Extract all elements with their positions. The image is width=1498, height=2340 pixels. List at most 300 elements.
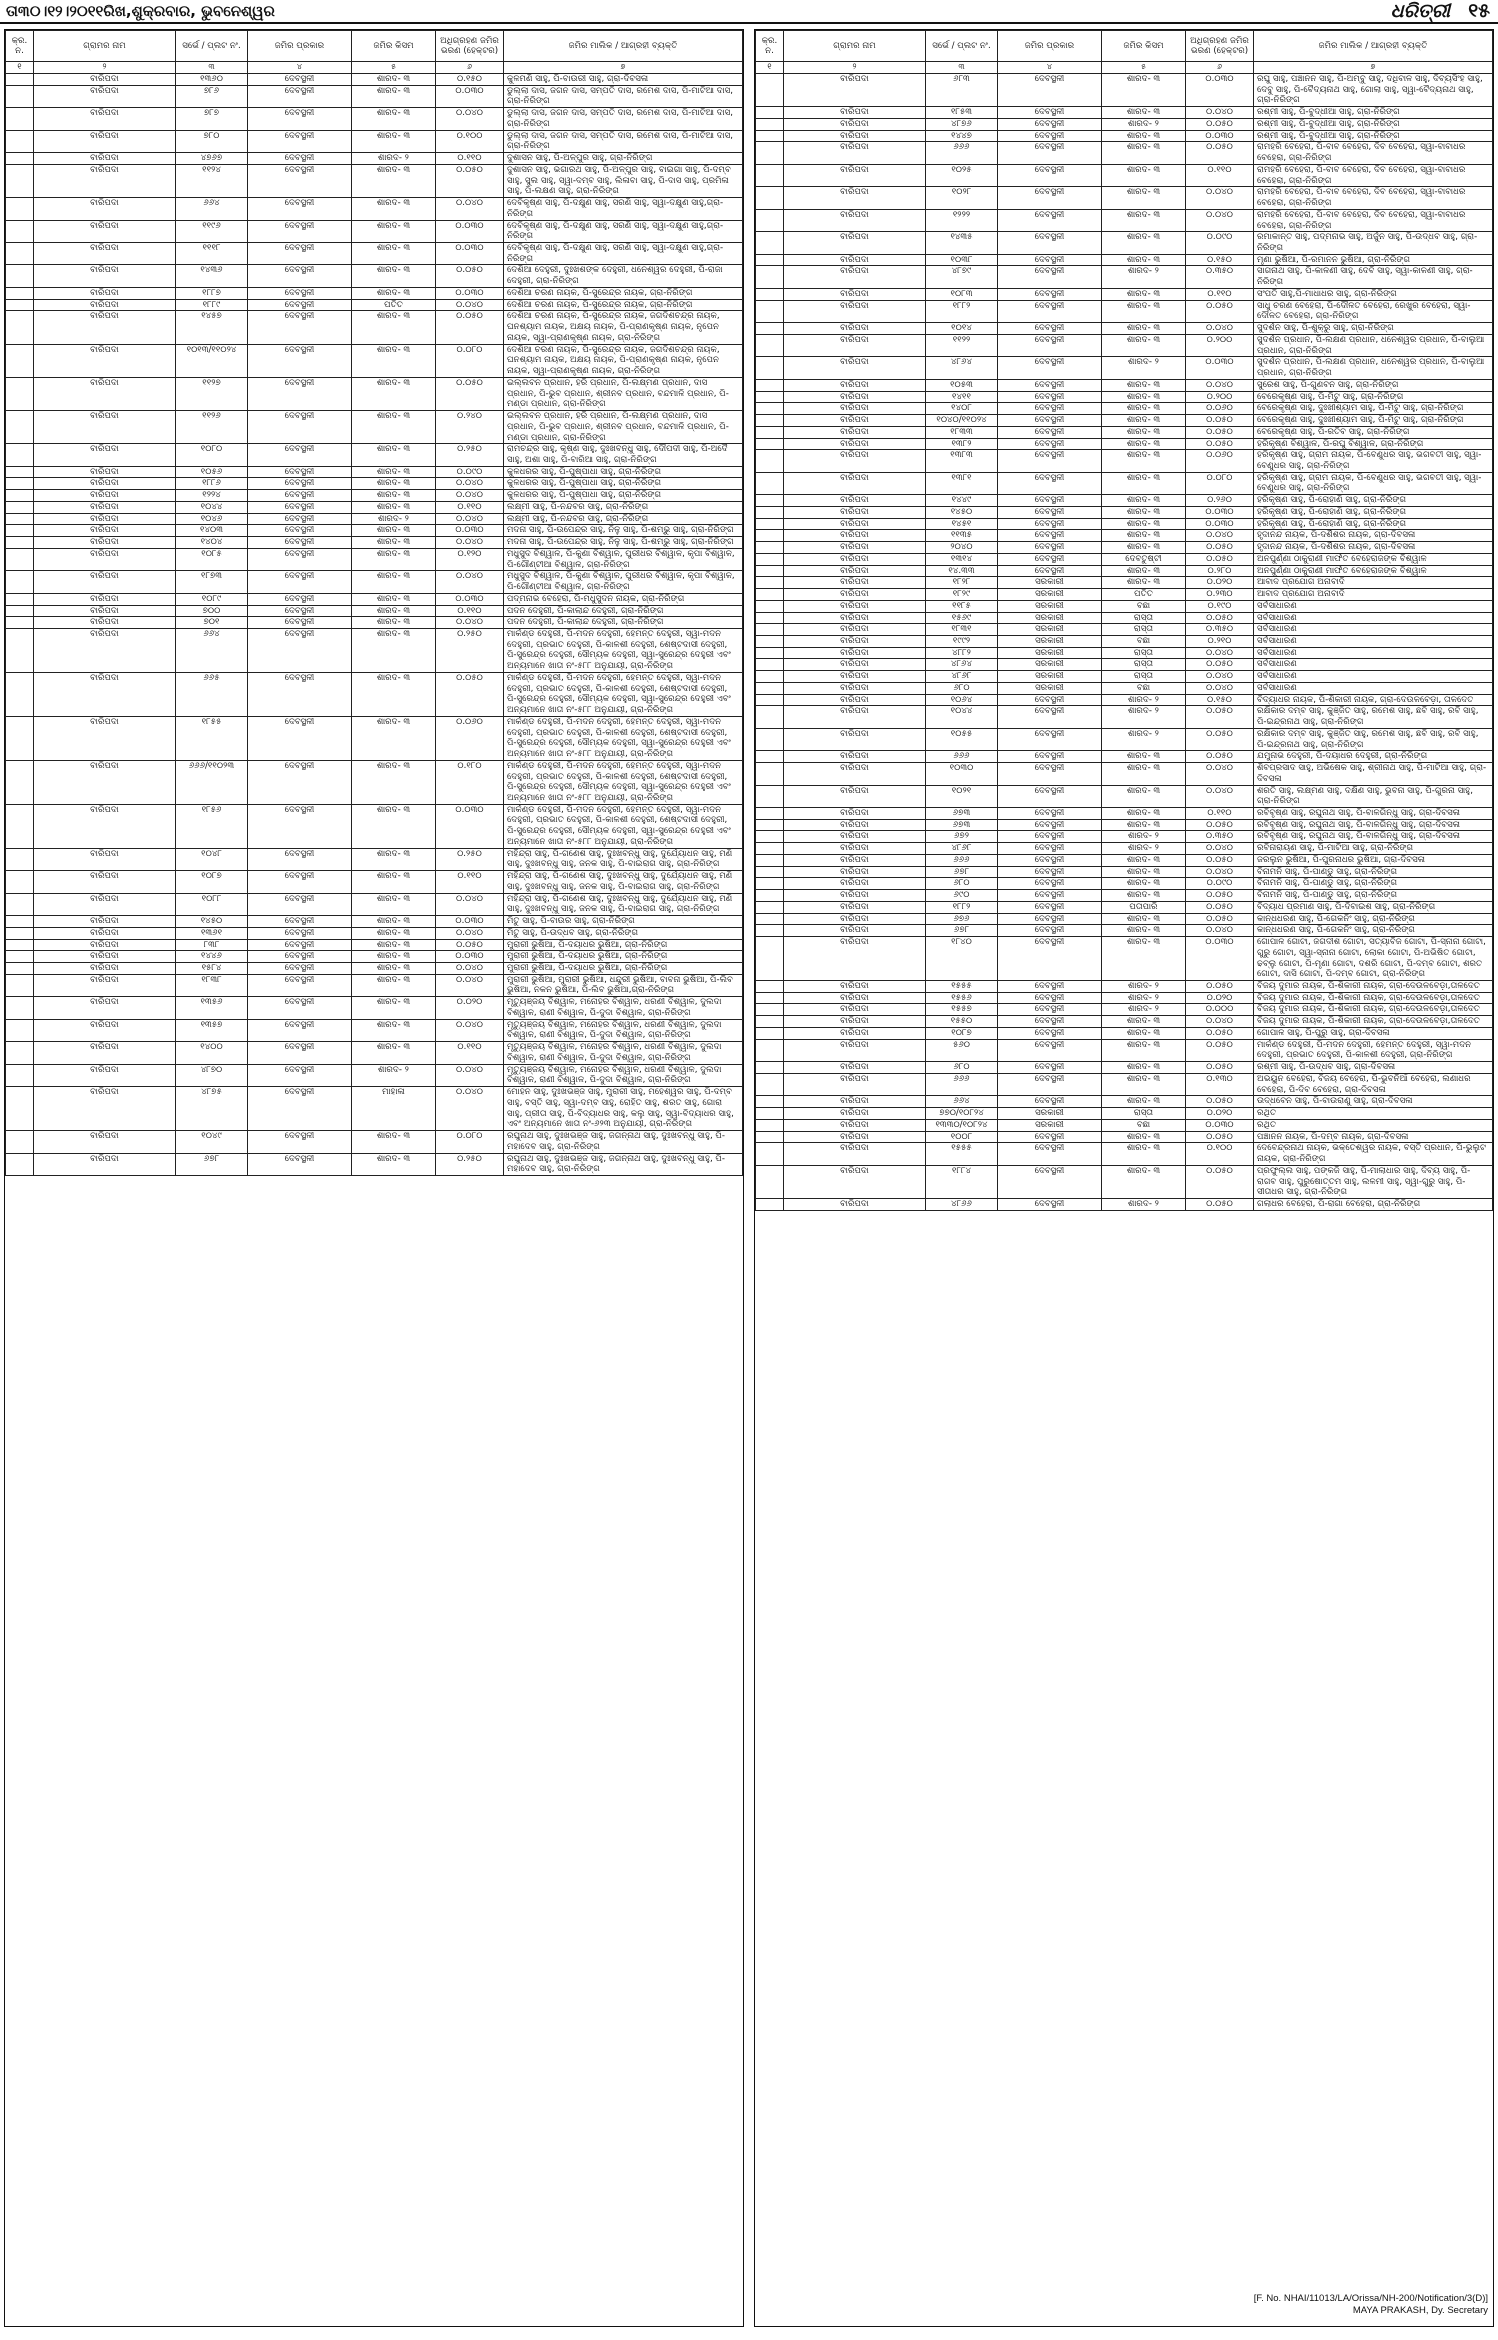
land-kind-cell: ଶାରଦ- ୩	[352, 716, 436, 760]
serial-cell	[756, 1004, 784, 1016]
owner-cell: ଲକ୍ଷ୍ମୀ ସାହୁ, ପି-ନନ୍ଦବର ସାହୁ, ଗ୍ରା-ନିରିଙ୍ଗ	[504, 501, 743, 513]
table-row	[756, 379, 1493, 391]
village-cell: ବାରିପଦା	[784, 925, 926, 937]
village-cell: ବାରିପଦା	[784, 1027, 926, 1039]
area-cell: ୦.୦୪୦	[436, 198, 504, 220]
owner-cell: ଇଲ୍ଲବନ ପ୍ରଧାନ, ହରି ପ୍ରଧାନ, ପି-ଲକ୍ଷ୍ମଣ ପ୍ରଧାନ, ଦାସ ପ୍ରଧାନ, ପି-ଭୁବ ପ୍ରଧାନ, ଶ୍ରୀନବ ପ୍ରଧାନ, ବନ୍ଦମାଳି ପ୍ରଧାନ, ପି-ମଣ୍ଡା ପ୍ରଧାନ, ଗ୍ରା-ନିରିଙ୍ଗ	[504, 377, 743, 410]
table-row	[756, 785, 1493, 807]
owner-cell: ମଧୁସୁଦ ବିଶ୍ୱାଳ, ପି-କୁଣା ବିଶ୍ୱାଳ, ପୁରୀଧର ବିଶ୍ୱାଳ, କୃପା ବିଶ୍ୱାଳ, ପି-ଗୌଣ୍ଟୀଆ ବିଶ୍ୱାଳ, ଗ୍ରା-ନିରିଙ୍ଗ	[504, 571, 743, 593]
village-cell: ବାରିପଦା	[34, 220, 176, 242]
plot-cell: ୬୮୩	[926, 74, 998, 107]
land-kind-cell: ଶାରଦ- ୩	[352, 85, 436, 107]
owner-cell: ବିଜୟ ଦୁମାର ନାୟକ, ପି-ଶିକାରୀ ନାୟକ, ଗ୍ରା-ଦେଉଳବେଡ଼ା,ତାଳଦେତ	[1254, 1004, 1493, 1016]
land-kind-cell: ଶାରଦ- ୩	[352, 243, 436, 265]
plot-cell: ୧୦୪୯	[176, 1131, 248, 1153]
village-cell: ବାରିପଦା	[34, 804, 176, 848]
plot-cell: ୧୮୮୪	[926, 1165, 998, 1198]
owner-cell: ସର୍ବସାଧାରଣ	[1254, 600, 1493, 612]
land-type-cell: ଦେବସ୍ଥଳୀ	[248, 265, 352, 287]
plot-cell: ୭୮୭	[176, 108, 248, 130]
land-type-cell: ଦେବସ୍ଥଳୀ	[248, 571, 352, 593]
serial-cell	[6, 617, 34, 629]
serial-cell	[756, 300, 784, 322]
plot-cell: ୧୦୫୫	[926, 728, 998, 750]
table-row	[756, 808, 1493, 820]
table-row	[756, 415, 1493, 427]
village-cell: ବାରିପଦା	[784, 901, 926, 913]
village-cell: ବାରିପଦା	[784, 1073, 926, 1095]
land-kind-cell: ଶାରଦ- ୩	[352, 951, 436, 963]
land-type-cell: ଦେବସ୍ଥଳୀ	[248, 501, 352, 513]
area-cell: ୦.୧୧୦	[1186, 164, 1254, 186]
plot-cell: ୧୦୧୩/୧୧୦୨୪	[176, 344, 248, 377]
table-row	[6, 605, 743, 617]
table-row	[6, 974, 743, 996]
table-row	[756, 913, 1493, 925]
area-cell: ୦.୦୪୦	[1186, 763, 1254, 785]
owner-cell: ରଘୁନାଥ ସାହୁ, ଦୁଃଖଭଞ୍ଜ ସାହୁ, ଜଗନ୍ନାଥ ସାହୁ, ଦୁଃଖବନ୍ଧୁ ସାହୁ, ପି-ମହାଦେବ ସାହୁ, ଗ୍ରା-ନିରିଙ୍ଗ	[504, 1131, 743, 1153]
area-cell: ୦.୦୪୦	[436, 963, 504, 975]
village-cell: ବାରିପଦା	[784, 1143, 926, 1165]
plot-cell: ୬୭୨	[926, 831, 998, 843]
village-cell: ବାରିପଦା	[784, 635, 926, 647]
table-row	[6, 927, 743, 939]
land-kind-cell: ଶାରଦ- ୩	[352, 525, 436, 537]
serial-cell	[756, 831, 784, 843]
column-number: ୬	[436, 62, 504, 74]
plot-cell: ୧୧୯୬	[176, 220, 248, 242]
serial-cell	[6, 525, 34, 537]
plot-cell: ୧୪୦୦	[176, 1042, 248, 1064]
area-cell: ୦.୦୪୦	[1186, 682, 1254, 694]
plot-cell: ୬୯୦	[926, 890, 998, 902]
area-cell: ୦.୦୪୦	[436, 893, 504, 915]
plot-cell: ୪୮୭୯	[926, 266, 998, 288]
village-cell: ବାରିପଦା	[34, 871, 176, 893]
plot-cell: ୧୩୮୨	[926, 438, 998, 450]
owner-cell: ଇଲ୍ଲବନ ପ୍ରଧାନ, ହରି ପ୍ରଧାନ, ପି-ଲକ୍ଷ୍ମଣ ପ୍ରଧାନ, ଦାସ ପ୍ରଧାନ, ପି-ଭୁବ ପ୍ରଧାନ, ଶ୍ରୀନବ ପ୍ରଧାନ, ବନ୍ଦମାଳି ପ୍ରଧାନ, ପି-ମଣ୍ଡା ପ୍ରଧାନ, ଗ୍ରା-ନିରିଙ୍ଗ	[504, 411, 743, 444]
plot-cell: ୧୦୪୬	[176, 513, 248, 525]
table-row	[6, 1087, 743, 1131]
village-cell: ବାରିପଦା	[784, 232, 926, 254]
column-number: ୪	[998, 62, 1102, 74]
plot-cell: ୧୦୧୪	[926, 323, 998, 335]
land-type-cell: ଦେବସ୍ଥଳୀ	[998, 1062, 1102, 1074]
area-cell: ୦.୧୧୦	[436, 501, 504, 513]
plot-cell: ୧୫୫୦	[926, 1016, 998, 1028]
land-type-cell: ଦେବସ୍ଥଳୀ	[998, 288, 1102, 300]
area-cell: ୦.୦୫୦	[1186, 1027, 1254, 1039]
table-row	[756, 553, 1493, 565]
village-cell: ବାରିପଦା	[34, 1064, 176, 1086]
table-row	[756, 1062, 1493, 1074]
village-cell: ବାରିପଦା	[784, 118, 926, 130]
village-cell: ବାରିପଦା	[34, 893, 176, 915]
owner-cell: ହୃଦାନନ୍ଦ ନାୟକ, ପି-ଦର୍ଶିଶର ନାୟକ, ଗ୍ରା-ଦିବସଳା	[1254, 530, 1493, 542]
land-kind-cell: ଶାରଦ- ୩	[352, 939, 436, 951]
land-type-cell: ଦେବସ୍ଥଳୀ	[998, 323, 1102, 335]
land-type-cell: ଦେବସ୍ଥଳୀ	[998, 254, 1102, 266]
serial-cell	[756, 600, 784, 612]
land-type-cell: ସରକାରୀ	[998, 589, 1102, 601]
land-kind-cell: ଶାରଦ- ୩	[352, 198, 436, 220]
serial-cell	[756, 288, 784, 300]
village-cell: ବାରିପଦା	[34, 760, 176, 804]
land-type-cell: ଦେବସ୍ଥଳୀ	[998, 1143, 1102, 1165]
table-row	[756, 1198, 1493, 1210]
owner-cell: ରଥିତ	[1254, 1119, 1493, 1131]
owner-cell: ରଥିତ	[1254, 1108, 1493, 1120]
land-kind-cell: ଶାରଦ- ୨	[352, 513, 436, 525]
land-type-cell: ଦେବସ୍ଥଳୀ	[248, 478, 352, 490]
plot-cell: ୧୮୪୦	[926, 937, 998, 981]
area-cell: ୦.୦୮୦	[1186, 472, 1254, 494]
header-area: ଅଧିଗ୍ରହଣ ଜମିର ଭରଣ (ହେକ୍ଟର)	[1186, 31, 1254, 62]
owner-cell: ଶରତି ସାହୁ, ଲକ୍ଷ୍ମଣ ସାହୁ, ଦକ୍ଷିଣ ସାହୁ, ଭୁବନା ସାହୁ, ପି-ଗୁରନା ସାହୁ, ଗ୍ରା-ନିରିଙ୍ଗ	[1254, 785, 1493, 807]
table-row	[6, 628, 743, 672]
owner-cell: ଆବାଦ ପ୍ରଯୋଗ ଅନାବାଦି	[1254, 589, 1493, 601]
serial-cell	[756, 415, 784, 427]
plot-cell: ୧୮୫୫	[176, 716, 248, 760]
table-row	[6, 490, 743, 502]
serial-cell	[756, 751, 784, 763]
area-cell: ୦.୦୪୦	[1186, 925, 1254, 937]
land-kind-cell: ଶାରଦ- ୩	[1102, 254, 1186, 266]
land-type-cell: ସରକାରୀ	[998, 612, 1102, 624]
village-cell: ବାରିପଦା	[34, 537, 176, 549]
table-row	[756, 565, 1493, 577]
village-cell: ବାରିପଦା	[34, 916, 176, 928]
owner-cell: ହରିକୃଷ୍ଣ ବିଶ୍ୱାଳ, ପି-ରଘୁ ବିଶ୍ୱାଳ, ଗ୍ରା-ନିରିଙ୍ଗ	[1254, 438, 1493, 450]
serial-cell	[6, 951, 34, 963]
village-cell: ବାରିପଦା	[784, 209, 926, 231]
area-cell: ୦.୦୨୦	[1186, 577, 1254, 589]
owner-cell: ବେରେକୃଷ୍ଣ ସାହୁ, ପି-ରତିବ ସାହୁ, ଗ୍ରା-ନିରିଙ୍ଗ	[1254, 426, 1493, 438]
table-row	[756, 728, 1493, 750]
owner-cell: ଲକ୍ଷ୍ମୀ ସାହୁ, ପି-ନନ୍ଦବର ସାହୁ, ଗ୍ରା-ନିରିଙ୍ଗ	[504, 513, 743, 525]
land-kind-cell: ଶାରଦ- ୩	[1102, 506, 1186, 518]
plot-cell: ୭୮୦	[176, 130, 248, 152]
serial-cell	[756, 659, 784, 671]
land-type-cell: ଦେବସ୍ଥଳୀ	[248, 1087, 352, 1131]
area-cell: ୦.୦୩୦	[436, 525, 504, 537]
village-cell: ବାରିପଦା	[784, 589, 926, 601]
serial-cell	[6, 916, 34, 928]
plot-cell: ୬୬୬	[926, 854, 998, 866]
land-kind-cell: ଦେବତୁଷ୍ଟୀ	[1102, 553, 1186, 565]
serial-cell	[6, 804, 34, 848]
village-cell: ବାରିପଦା	[34, 848, 176, 870]
area-cell: ୦.୧୦୦	[436, 130, 504, 152]
table-row	[756, 635, 1493, 647]
table-row	[6, 1019, 743, 1041]
village-cell: ବାରିପଦା	[784, 426, 926, 438]
land-type-cell: ଦେବସ୍ଥଳୀ	[998, 854, 1102, 866]
land-kind-cell: ଶାରଦ- ୩	[1102, 808, 1186, 820]
village-cell: ବାରିପଦା	[784, 785, 926, 807]
serial-cell	[6, 411, 34, 444]
land-kind-cell: ଶାରଦ- ୩	[1102, 323, 1186, 335]
land-kind-cell: ଶାରଦ- ୩	[352, 265, 436, 287]
serial-cell	[756, 130, 784, 142]
land-kind-cell: ଶାରଦ- ୨	[1102, 357, 1186, 379]
plot-cell: ୧୦୪୪	[926, 706, 998, 728]
owner-cell: ଗୋପାଳ ସାହୁ, ପି-ପୁରୁ ସାହୁ, ଗ୍ରା-ଦିବସଳା	[1254, 1027, 1493, 1039]
village-cell: ବାରିପଦା	[784, 1165, 926, 1198]
land-kind-cell: ଶାରଦ- ୩	[1102, 866, 1186, 878]
table-row	[6, 893, 743, 915]
plot-cell: ୧୪୦୩	[176, 525, 248, 537]
owner-cell: ରାମହରି ବେହେରା, ପି-ବାବ ବେହେରା, ଦିବ ବେହେରା, ସ୍ୱା-ବାବାଧର ବେହେରା, ଗ୍ରା-ନିରିଙ୍ଗ	[1254, 209, 1493, 231]
table-row	[6, 593, 743, 605]
area-cell: ୦.୦୪୦	[436, 537, 504, 549]
land-type-cell: ଦେବସ୍ଥଳୀ	[248, 617, 352, 629]
land-type-cell: ଦେବସ୍ଥଳୀ	[998, 878, 1102, 890]
land-kind-cell: ଶାରଦ- ୩	[352, 997, 436, 1019]
plot-cell: ୧୮୭୩	[176, 571, 248, 593]
land-kind-cell: ଶାରଦ- ୩	[1102, 130, 1186, 142]
village-cell: ବାରିପଦା	[784, 1016, 926, 1028]
village-cell: ବାରିପଦା	[34, 1153, 176, 1175]
serial-cell	[756, 913, 784, 925]
area-cell: ୦.୦୫୦	[1186, 415, 1254, 427]
village-cell: ବାରିପଦା	[34, 628, 176, 672]
serial-cell	[756, 403, 784, 415]
owner-cell: ରଶ୍ମୀ ସାହୁ, ପି-ବୁଦ୍ଧୀଆ ସାହୁ, ଗ୍ରା-ନିରିଙ୍ଗ	[1254, 107, 1493, 119]
header-serial: କ୍ର. ନ.	[6, 31, 34, 62]
serial-cell	[756, 854, 784, 866]
land-kind-cell: ଶାରଦ- ୩	[1102, 415, 1186, 427]
land-type-cell: ଦେବସ୍ଥଳୀ	[998, 187, 1102, 209]
area-cell: ୦.୦୩୦	[436, 287, 504, 299]
owner-cell: ସୁଦର୍ଶନ ପ୍ରଧାନ, ପି-ଲକ୍ଷଣ ପ୍ରଧାନ, ଧନେଶ୍ୱର ପ୍ରଧାନ, ପି-ବାଲୁଆ ପ୍ରଧାନ, ଗ୍ରା-ନିରିଙ୍ଗ	[1254, 357, 1493, 379]
table-row	[756, 1131, 1493, 1143]
date-line: ତା୩୦।୧୨।୨୦୧୧ରିଖ,ଶୁକ୍ରବାର, ଭୁବନେଶ୍ୱର	[6, 2, 275, 20]
land-kind-cell: ଶାରଦ- ୩	[352, 490, 436, 502]
owner-cell: ମିତୁ ସାହୁ, ପି-ବାଉର ସାହୁ, ଗ୍ରା-ନିରିଙ୍ଗ	[504, 916, 743, 928]
land-kind-cell: ଶାରଦ- ୩	[1102, 74, 1186, 107]
area-cell: ୦.୦୯୦	[436, 466, 504, 478]
area-cell: ୦.୦୫୦	[1186, 1131, 1254, 1143]
table-row	[6, 571, 743, 593]
plot-cell: ୧୮୮୬	[176, 478, 248, 490]
village-cell: ବାରିପଦା	[34, 672, 176, 716]
plot-cell: ୧୮୫୬	[176, 804, 248, 848]
owner-cell: ରବିବୃଷ୍ଣ ସାହୁ, ରଘୁନାଥ ସାହୁ, ପି-ବାଳଗିନ୍ଧୁ ସାହୁ, ଗ୍ରା-ଦିବସଳା	[1254, 831, 1493, 843]
area-cell: ୦.୨୫୦	[436, 1153, 504, 1175]
serial-cell	[756, 565, 784, 577]
village-cell: ବାରିପଦା	[34, 617, 176, 629]
table-row	[6, 198, 743, 220]
area-cell: ୦.୦୫୦	[1186, 901, 1254, 913]
village-cell: ବାରିପଦା	[784, 415, 926, 427]
land-kind-cell: ଶାରଦ- ୩	[352, 617, 436, 629]
area-cell: ୦.୦୫୦	[1186, 553, 1254, 565]
village-cell: ବାରିପଦା	[34, 311, 176, 344]
village-cell: ବାରିପଦା	[784, 450, 926, 472]
plot-cell: ୧୦୨୮	[926, 187, 998, 209]
table-row	[756, 1096, 1493, 1108]
area-cell: ୦.୦୩୦	[1186, 518, 1254, 530]
owner-cell: କୁଳଧରର ସାହୁ, ପି-ପୁଷ୍ପାଧା ସାହୁ, ଗ୍ରା-ନିରିଙ୍ଗ	[504, 466, 743, 478]
village-cell: ବାରିପଦା	[784, 937, 926, 981]
plot-cell: ୧୩୮୧	[926, 472, 998, 494]
land-kind-cell: ଶାରଦ- ୩	[352, 605, 436, 617]
plot-cell: ୨୦୪୦	[926, 542, 998, 554]
land-kind-cell: ଶାରଦ- ୩	[1102, 785, 1186, 807]
plot-cell: ୧୦୨୫	[926, 164, 998, 186]
owner-cell: ହୃଦାନନ୍ଦ ନାୟକ, ପି-ଦର୍ଶିଶର ନାୟକ, ଗ୍ରା-ଦିବସଳା	[1254, 542, 1493, 554]
owner-cell: ମହିନ୍ଦ୍ରା ସାହୁ, ପି-ଗଣେଶ ସାହୁ, ଦୁଃଖବନ୍ଧୁ ସାହୁ, ଦୁର୍ଯ୍ୟୋଧନ ସାହୁ, ମଣି ସାହୁ, ଦୁଃଖବନ୍ଧୁ ସାହୁ, ଜନକ ସାହୁ, ପି-ବାଇରାଗ ସାହୁ, ଗ୍ରା-ନିରିଙ୍ଗ	[504, 871, 743, 893]
land-kind-cell: ଶାରଦ- ୩	[1102, 209, 1186, 231]
area-cell: ୦.୦୩୦	[1186, 357, 1254, 379]
serial-cell	[756, 808, 784, 820]
serial-cell	[6, 716, 34, 760]
land-type-cell: ଦେବସ୍ଥଳୀ	[998, 565, 1102, 577]
serial-cell	[6, 548, 34, 570]
plot-cell: ୭୦୦	[176, 605, 248, 617]
land-type-cell: ଦେବସ୍ଥଳୀ	[248, 997, 352, 1019]
village-cell: ବାରିପଦା	[34, 1042, 176, 1064]
plot-cell: ୧୦୮୦	[176, 444, 248, 466]
village-cell: ବାରିପଦା	[784, 266, 926, 288]
table-row	[756, 209, 1493, 231]
area-cell: ୦.୦୩୦	[436, 951, 504, 963]
plot-cell: ୧୪୪୯	[926, 495, 998, 507]
area-cell: ୦.୦୫୦	[1186, 1039, 1254, 1061]
left-notification-table	[4, 29, 744, 2327]
table-row	[6, 804, 743, 848]
land-type-cell: ଦେବସ୍ଥଳୀ	[248, 164, 352, 197]
land-type-cell: ଦେବସ୍ଥଳୀ	[998, 415, 1102, 427]
owner-cell: ପଦନ ଦେହୁରୀ, ପି-କାଲାନ୍ଦ ଦେହୁରୀ, ଗ୍ରା-ନିରିଙ୍ଗ	[504, 605, 743, 617]
area-cell: ୦.୦୮୦	[436, 1131, 504, 1153]
serial-cell	[756, 323, 784, 335]
owner-cell: ସର୍ବସାଧାରଣ	[1254, 647, 1493, 659]
serial-cell	[756, 164, 784, 186]
land-type-cell: ଦେବସ୍ଥଳୀ	[998, 728, 1102, 750]
owner-cell: ମୋହନ ସାହୁ, ଦୁଃଖଭଞ୍ଜ ସାହୁ, ମୁରାରୀ ସାହୁ, ମହେଶ୍ୱର ସାହୁ, ପି-ଦମ୍ବ ସାହୁ, ବସ୍ତି ସାହୁ, ସ୍ୱା-ଦମ୍ବ ସାହୁ, ରୋହିତ ସାହୁ, ଶରତ ସାହୁ, ଗୋରା ସାହୁ, ପ୍ରୀତା ସାହୁ, ପି-ବିଦ୍ୟାଧର ସାହୁ, କଲୁ ସାହୁ, ସ୍ୱା-ବିଦ୍ୟାଧର ସାହୁ, ଏବଂ ଅନ୍ୟମାନେ ଖାତା ନଂ-୬୨୩ ଅନୁଯାୟୀ, ଗ୍ରା-ନିରିଙ୍ଗ	[504, 1087, 743, 1131]
owner-cell: ରବିବୃଷ୍ଣ ସାହୁ, ରଘୁନାଥ ସାହୁ, ପି-ବାଳଗିନ୍ଧୁ ସାହୁ, ଗ୍ରା-ଦିବସଳା	[1254, 808, 1493, 820]
table-row	[756, 130, 1493, 142]
village-cell: ବାରିପଦା	[34, 444, 176, 466]
land-type-cell: ଦେବସ୍ଥଳୀ	[248, 130, 352, 152]
area-cell: ୦.୨୫୦	[436, 444, 504, 466]
serial-cell	[6, 220, 34, 242]
village-cell: ବାରିପଦା	[34, 716, 176, 760]
village-cell: ବାରିପଦା	[34, 265, 176, 287]
plot-cell: ୧୪୧୧	[926, 391, 998, 403]
table-row	[6, 716, 743, 760]
village-cell: ବାରିପଦା	[34, 243, 176, 265]
land-type-cell: ଦେବସ୍ଥଳୀ	[998, 403, 1102, 415]
land-kind-cell: ଶାରଦ- ୩	[1102, 232, 1186, 254]
owner-cell: ମୃତ୍ୟୁଞ୍ଜୟ ବିଶ୍ୱାଳ, ମନୋହର ବିଶ୍ୱାଳ, ଧରଣୀ ବିଶ୍ୱାଳ, ଦୁଲଦା ବିଶ୍ୱାଳ, ରାଣୀ ବିଶ୍ୱାଳ, ପି-ଦୁଦା ବିଶ୍ୱାଳ, ଗ୍ରା-ନିରିଙ୍ଗ	[504, 997, 743, 1019]
village-cell: ବାରିପଦା	[784, 890, 926, 902]
area-cell: ୦.୦୬୦	[1186, 403, 1254, 415]
serial-cell	[756, 1143, 784, 1165]
village-cell: ବାରିପଦା	[784, 682, 926, 694]
table-row	[6, 513, 743, 525]
area-cell: ୦.୨୮୦	[1186, 565, 1254, 577]
land-kind-cell: ଶାରଦ- ୩	[1102, 577, 1186, 589]
serial-cell	[756, 334, 784, 356]
serial-cell	[756, 925, 784, 937]
land-kind-cell: ଶାରଦ- ୩	[352, 478, 436, 490]
owner-cell: ଦେବିକୃଷ୍ଣ ସାହୁ, ପି-ଦକ୍ଷୁଣ ସାହୁ, ସରଣି ସାହୁ, ସ୍ୱା-ଦକ୍ଷୁଣ ସାହୁ,ଗ୍ରା-ନିରିଙ୍ଗ	[504, 220, 743, 242]
serial-cell	[6, 537, 34, 549]
plot-cell: ୧୯୯୨	[926, 635, 998, 647]
plot-cell: ୬୬୬	[926, 142, 998, 164]
village-cell: ବାରିପଦା	[34, 377, 176, 410]
owner-cell: ରଶ୍ମୀ ସାହୁ, ପି-ଉଦ୍ଧବ ସାହୁ, ଗ୍ରା-ଦିବସଳା	[1254, 1062, 1493, 1074]
plot-cell: ୧୧୮୫	[926, 600, 998, 612]
area-cell: ୦.୦୪୦	[436, 974, 504, 996]
serial-cell	[756, 232, 784, 254]
table-row	[6, 525, 743, 537]
serial-cell	[756, 612, 784, 624]
owner-cell: ଉଦ୍ଧବେନ ସାହୁ, ପି-ବାଉରାଣୁ ସାହୁ, ଗ୍ରା-ଦିବସଳା	[1254, 1096, 1493, 1108]
owner-cell: ମାର୍କଣ୍ଡ ଦେହୁରୀ, ପି-ମଦନ ଦେହୁରୀ, ହେମନ୍ତ ଦେହୁରୀ, ସ୍ୱା-ମଦନ ଦେହୁରୀ, ପ୍ରଭାତ ଦେହୁରୀ, ପି-କାଳଶୀ ଦେହୁରୀ, ଶେଷ୍ଟଦାସୀ ଦେହୁରୀ, ପି-ସୁରେନ୍ଦ୍ର ଦେହୁରୀ, ସୌମ୍ୟକ ଦେହୁରୀ, ସ୍ୱା-ସୁରେନ୍ଦ୍ର ଦେହୁରୀ ଏବଂ ଅନ୍ୟମାନେ ଖାତା ନଂ-୫୮୮ ଅନୁଯାୟୀ, ଗ୍ରା-ନିରିଙ୍ଗ	[504, 672, 743, 716]
land-kind-cell: ଶାରଦ- ୩	[352, 311, 436, 344]
area-cell: ୦.୧୧୦	[436, 871, 504, 893]
land-type-cell: ଦେବସ୍ଥଳୀ	[248, 466, 352, 478]
land-type-cell: ଦେବସ୍ଥଳୀ	[248, 951, 352, 963]
table-row	[756, 682, 1493, 694]
land-kind-cell: ଶାରଦ- ୩	[1102, 1016, 1186, 1028]
owner-cell: ମଦନା ସାହୁ, ପି-ଉପେନ୍ଦ୍ର ସାହୁ, ନିଳୁ ସାହୁ, ପି-ଶମ୍ଭୁ ସାହୁ, ଗ୍ରା-ନିରିଙ୍ଗ	[504, 525, 743, 537]
plot-cell: ୧୦୨୧	[926, 785, 998, 807]
owner-cell: ଡୁଲ୍ଲା ଦାସ, ଜଗନ ଦାସ, ସମ୍ପତି ଦାସ, ରମେଶ ଦାସ, ପି-ମାଟିଆ ଦାସ, ଗ୍ରା-ନିରିଙ୍ଗ	[504, 130, 743, 152]
serial-cell	[756, 357, 784, 379]
village-cell: ବାରିପଦା	[784, 518, 926, 530]
serial-cell	[756, 1027, 784, 1039]
owner-cell: କୁଳଧରର ସାହୁ, ପି-ପୁଷ୍ପାଧା ସାହୁ, ଗ୍ରା-ନିରିଙ୍ଗ	[504, 490, 743, 502]
column-number-row	[756, 62, 1493, 74]
area-cell: ୦.୦୩୦	[436, 85, 504, 107]
area-cell: ୦.୦୪୦	[436, 1019, 504, 1041]
plot-cell: ୬୭୩	[926, 808, 998, 820]
land-type-cell: ଦେବସ୍ଥଳୀ	[248, 548, 352, 570]
land-type-cell: ଦେବସ୍ଥଳୀ	[998, 130, 1102, 142]
right-notification-table	[754, 29, 1494, 2327]
land-kind-cell: ଶାରଦ- ୩	[352, 1019, 436, 1041]
table-row	[756, 647, 1493, 659]
serial-cell	[756, 1073, 784, 1095]
land-type-cell: ଦେବସ୍ଥଳୀ	[248, 243, 352, 265]
serial-cell	[6, 243, 34, 265]
owner-cell: ରକ୍ଷିକାର ଦମ୍ବ ସାହୁ, କୁଞ୍ଜିତ ସାହୁ, ରମେଶ ସାହୁ, ଛବି ସାହୁ, ରବି ସାହୁ, ପି-ଇନ୍ଦ୍ରନାଥ ସାହୁ, ଗ୍ରା-ନିରିଙ୍ଗ	[1254, 706, 1493, 728]
table-row	[756, 506, 1493, 518]
plot-cell: ୧୦୫୩	[926, 379, 998, 391]
table-row	[6, 951, 743, 963]
plot-cell: ୬୭୮	[926, 925, 998, 937]
village-cell: ବାରିପଦା	[34, 490, 176, 502]
serial-cell	[6, 164, 34, 197]
plot-cell: ୧୦୮୩	[926, 288, 998, 300]
owner-cell: ଅଭୟୁନ ବେହେରା, ବିଜୟ ବେହେରା, ପି-ଭୁବନିଆଁ ବେହେରା, ଲଣାଧର ବେହେରା, ପି-ଦିବ ବେହେରା, ଗ୍ରା-ଦିବସଳା	[1254, 1073, 1493, 1095]
area-cell: ୦.୦୫୦	[1186, 819, 1254, 831]
table-row	[756, 300, 1493, 322]
owner-cell: ସାଗନାଥ ସାହୁ, ପି-କାଳଣୀ ସାହୁ, ଦେବି ସାହୁ, ସ୍ୱା-କାଳଣୀ ସାହୁ, ଗ୍ରା-ନିରିଙ୍ଗ	[1254, 266, 1493, 288]
land-type-cell: ଦେବସ୍ଥଳୀ	[998, 1016, 1102, 1028]
village-cell: ବାରିପଦା	[784, 472, 926, 494]
land-type-cell: ଦେବସ୍ଥଳୀ	[998, 506, 1102, 518]
plot-cell: ୧୧୨୨	[926, 334, 998, 356]
owner-cell: କାନ୍ଧଧରଣ ସାହୁ, ପି-ଗେକନିଂ ସାହୁ, ଗ୍ରା-ନିରିଙ୍ଗ	[1254, 913, 1493, 925]
land-kind-cell: ଶାରଦ- ୩	[1102, 495, 1186, 507]
owner-cell: ରଶ୍ମୀ ସାହୁ, ପି-ବୁଦ୍ଧୀଆ ସାହୁ, ଗ୍ରା-ନିରିଙ୍ଗ	[1254, 130, 1493, 142]
